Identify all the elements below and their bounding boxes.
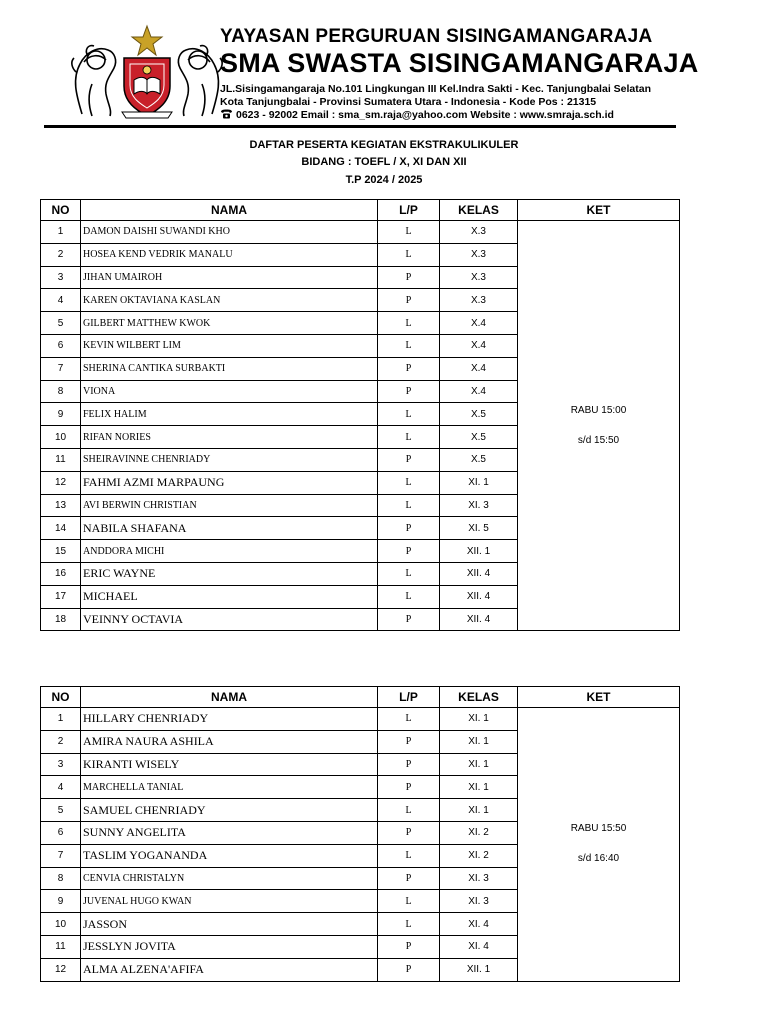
row-nama: SAMUEL CHENRIADY (81, 799, 378, 822)
row-lp: L (378, 403, 440, 426)
row-nama: FELIX HALIM (81, 403, 378, 426)
document-field: BIDANG : TOEFL / X, XI DAN XII (301, 156, 467, 168)
row-no: 8 (41, 867, 81, 890)
schedule-cell (518, 708, 680, 982)
row-nama: DAMON DAISHI SUWANDI KHO (81, 221, 378, 244)
letterhead-rule (44, 125, 676, 128)
row-lp: P (378, 266, 440, 289)
document-year: T.P 2024 / 2025 (345, 174, 423, 186)
row-kelas: XII. 1 (440, 540, 518, 563)
school-contact: 0623 - 92002 Email : sma_sm.raja@yahoo.com Website : www.smraja.sch.id (236, 109, 614, 121)
row-kelas: XI. 4 (440, 913, 518, 936)
row-nama: AVI BERWIN CHRISTIAN (81, 494, 378, 517)
row-no: 10 (41, 913, 81, 936)
row-nama: JESSLYN JOVITA (81, 935, 378, 958)
header-ket: KET (518, 687, 680, 708)
telephone-icon (220, 109, 233, 119)
row-kelas: XI. 3 (440, 867, 518, 890)
row-no: 6 (41, 334, 81, 357)
row-kelas: X.4 (440, 312, 518, 335)
row-kelas: XII. 1 (440, 958, 518, 981)
row-kelas: XI. 1 (440, 799, 518, 822)
row-kelas: X.5 (440, 403, 518, 426)
row-lp: P (378, 540, 440, 563)
row-nama: ALMA ALZENA'AFIFA (81, 958, 378, 981)
schedule-until-time: s/d 16:40 (577, 853, 620, 865)
row-kelas: XI. 1 (440, 776, 518, 799)
row-kelas: X.3 (440, 243, 518, 266)
row-kelas: XI. 5 (440, 517, 518, 540)
row-kelas: XI. 1 (440, 730, 518, 753)
school-name: SMA SWASTA SISINGAMANGARAJA (220, 48, 699, 78)
header-kelas: KELAS (440, 687, 518, 708)
row-nama: JASSON (81, 913, 378, 936)
row-no: 7 (41, 357, 81, 380)
school-crest-with-lions-icon (62, 24, 232, 124)
row-kelas: X.4 (440, 334, 518, 357)
row-no: 2 (41, 730, 81, 753)
schedule-until-time: s/d 15:50 (577, 434, 620, 446)
row-nama: HILLARY CHENRIADY (81, 708, 378, 731)
row-no: 16 (41, 562, 81, 585)
row-no: 18 (41, 608, 81, 631)
header-no: NO (41, 687, 81, 708)
row-nama: RIFAN NORIES (81, 426, 378, 449)
row-no: 11 (41, 935, 81, 958)
row-lp: L (378, 913, 440, 936)
table-header-row (41, 200, 680, 221)
row-lp: L (378, 334, 440, 357)
participants-table-1 (40, 199, 680, 631)
row-lp: L (378, 312, 440, 335)
row-no: 11 (41, 448, 81, 471)
row-kelas: XI. 3 (440, 890, 518, 913)
row-lp: L (378, 494, 440, 517)
header-nama: NAMA (81, 200, 378, 221)
row-nama: MARCHELLA TANIAL (81, 776, 378, 799)
header-no: NO (41, 200, 81, 221)
schedule-day-time: RABU 15:50 (570, 823, 627, 835)
row-lp: P (378, 776, 440, 799)
row-nama: HOSEA KEND VEDRIK MANALU (81, 243, 378, 266)
row-kelas: X.3 (440, 289, 518, 312)
row-lp: P (378, 730, 440, 753)
row-kelas: XII. 4 (440, 562, 518, 585)
row-lp: P (378, 289, 440, 312)
row-lp: L (378, 221, 440, 244)
row-lp: P (378, 608, 440, 631)
row-nama: TASLIM YOGANANDA (81, 844, 378, 867)
row-lp: L (378, 585, 440, 608)
school-address: JL.Sisingamangaraja No.101 Lingkungan III Kel.Indra Sakti - Kec. Tanjungbalai Selatan (220, 83, 651, 95)
row-no: 8 (41, 380, 81, 403)
row-kelas: XII. 4 (440, 608, 518, 631)
row-lp: P (378, 958, 440, 981)
row-nama: ERIC WAYNE (81, 562, 378, 585)
row-no: 3 (41, 266, 81, 289)
row-lp: P (378, 821, 440, 844)
school-city: Kota Tanjungbalai - Provinsi Sumatera Utara - Indonesia - Kode Pos : 21315 (220, 96, 597, 108)
row-lp: L (378, 844, 440, 867)
row-kelas: X.3 (440, 266, 518, 289)
header-kelas: KELAS (440, 200, 518, 221)
row-nama: ANDDORA MICHI (81, 540, 378, 563)
row-nama: NABILA SHAFANA (81, 517, 378, 540)
row-nama: VIONA (81, 380, 378, 403)
row-no: 2 (41, 243, 81, 266)
row-no: 1 (41, 708, 81, 731)
row-nama: AMIRA NAURA ASHILA (81, 730, 378, 753)
row-lp: L (378, 890, 440, 913)
row-no: 3 (41, 753, 81, 776)
header-lp: L/P (378, 200, 440, 221)
row-no: 1 (41, 221, 81, 244)
row-nama: VEINNY OCTAVIA (81, 608, 378, 631)
row-kelas: XI. 2 (440, 821, 518, 844)
row-kelas: XI. 1 (440, 708, 518, 731)
row-no: 12 (41, 471, 81, 494)
row-kelas: XI. 4 (440, 935, 518, 958)
schedule-cell (518, 221, 680, 631)
document-title: DAFTAR PESERTA KEGIATAN EKSTRAKULIKULER (249, 139, 519, 151)
row-nama: SHERINA CANTIKA SURBAKTI (81, 357, 378, 380)
row-no: 5 (41, 799, 81, 822)
row-kelas: XI. 1 (440, 471, 518, 494)
row-lp: L (378, 471, 440, 494)
row-no: 6 (41, 821, 81, 844)
row-lp: L (378, 426, 440, 449)
row-no: 7 (41, 844, 81, 867)
row-lp: P (378, 753, 440, 776)
row-no: 5 (41, 312, 81, 335)
row-no: 14 (41, 517, 81, 540)
row-nama: KEVIN WILBERT LIM (81, 334, 378, 357)
row-lp: L (378, 562, 440, 585)
row-nama: FAHMI AZMI MARPAUNG (81, 471, 378, 494)
schedule-day-time: RABU 15:00 (570, 404, 627, 416)
row-nama: KAREN OKTAVIANA KASLAN (81, 289, 378, 312)
row-lp: P (378, 380, 440, 403)
row-lp: P (378, 357, 440, 380)
row-no: 17 (41, 585, 81, 608)
row-lp: L (378, 799, 440, 822)
row-nama: KIRANTI WISELY (81, 753, 378, 776)
row-kelas: XI. 2 (440, 844, 518, 867)
row-lp: L (378, 708, 440, 731)
row-kelas: X.5 (440, 426, 518, 449)
row-nama: CENVIA CHRISTALYN (81, 867, 378, 890)
header-ket: KET (518, 200, 680, 221)
header-lp: L/P (378, 687, 440, 708)
row-nama: GILBERT MATTHEW KWOK (81, 312, 378, 335)
row-nama: SUNNY ANGELITA (81, 821, 378, 844)
row-kelas: X.4 (440, 357, 518, 380)
row-no: 4 (41, 289, 81, 312)
row-kelas: X.3 (440, 221, 518, 244)
foundation-name: YAYASAN PERGURUAN SISINGAMANGARAJA (220, 26, 653, 47)
row-nama: SHEIRAVINNE CHENRIADY (81, 448, 378, 471)
row-no: 13 (41, 494, 81, 517)
row-kelas: X.5 (440, 448, 518, 471)
row-kelas: XI. 1 (440, 753, 518, 776)
row-lp: P (378, 448, 440, 471)
row-no: 15 (41, 540, 81, 563)
table-2-body (41, 708, 680, 982)
row-no: 4 (41, 776, 81, 799)
row-lp: P (378, 867, 440, 890)
row-no: 9 (41, 890, 81, 913)
row-nama: JIHAN UMAIROH (81, 266, 378, 289)
row-lp: L (378, 243, 440, 266)
header-nama: NAMA (81, 687, 378, 708)
row-no: 9 (41, 403, 81, 426)
row-no: 10 (41, 426, 81, 449)
participants-table-2 (40, 686, 680, 982)
letterhead (44, 22, 699, 132)
row-kelas: XI. 3 (440, 494, 518, 517)
row-nama: JUVENAL HUGO KWAN (81, 890, 378, 913)
row-kelas: X.4 (440, 380, 518, 403)
table-header-row (41, 687, 680, 708)
row-lp: P (378, 935, 440, 958)
table-row (41, 221, 680, 244)
row-lp: P (378, 517, 440, 540)
table-1-body (41, 221, 680, 631)
row-no: 12 (41, 958, 81, 981)
row-kelas: XII. 4 (440, 585, 518, 608)
row-nama: MICHAEL (81, 585, 378, 608)
school-contact-line (220, 109, 614, 121)
table-row (41, 708, 680, 731)
